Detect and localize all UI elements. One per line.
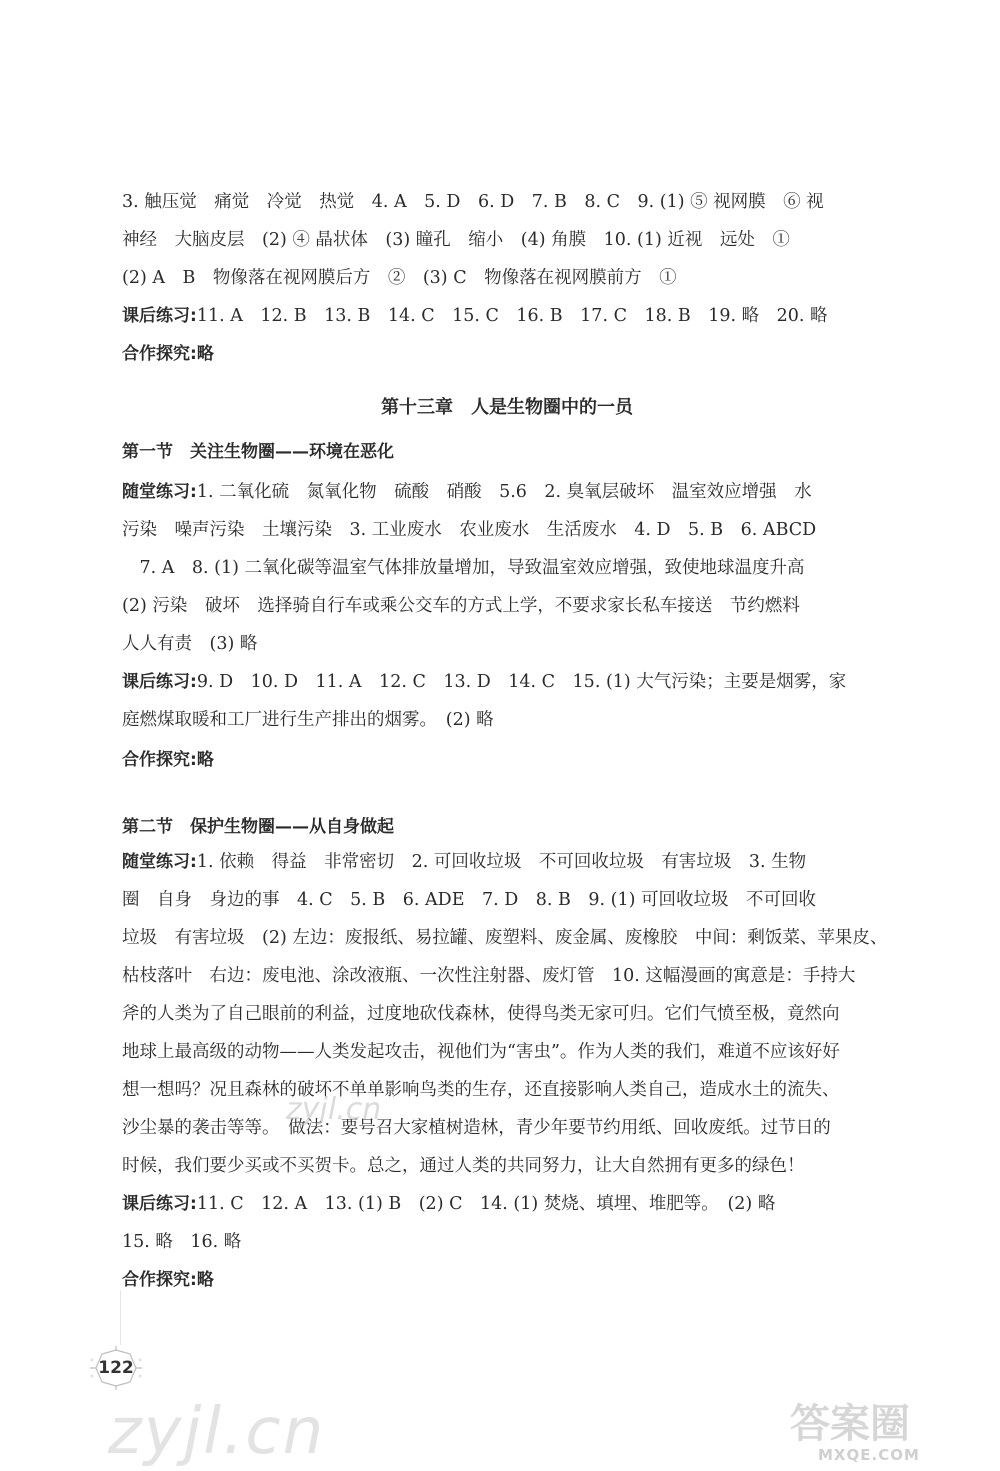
after-class-label: 课后练习: <box>122 672 197 692</box>
coop-row <box>122 748 892 772</box>
text-line: 垃圾 有害垃圾 (2) 左边：废报纸、易拉罐、废塑料、废金属、废橡胶 中间：剩饭菜、苹果皮、 <box>122 928 888 948</box>
page-number: 122 <box>98 1358 134 1378</box>
text-line: 7. A 8. (1) 二氧化碳等温室气体排放量增加，导致温室效应增强，致使地球温度升高 <box>122 558 805 578</box>
text-line: (2) A B 物像落在视网膜后方 ② (3) C 物像落在视网膜前方 ① <box>122 268 677 288</box>
watermark-left: zyjl.cn <box>108 1395 326 1469</box>
after-class-label: 课后练习: <box>122 306 197 326</box>
in-class-row <box>122 480 892 504</box>
after-class-label: 课后练习: <box>122 1194 197 1214</box>
coop-row <box>122 1268 892 1292</box>
chapter-title: 第十三章 人是生物圈中的一员 <box>381 397 633 418</box>
margin-line <box>120 1290 121 1345</box>
watermark-middle: zyjl.cn <box>286 1092 382 1127</box>
text-line: 神经 大脑皮层 (2) ④ 晶状体 (3) 瞳孔 缩小 (4) 角膜 10. (1) 近视 远处 ① <box>122 230 790 250</box>
section-title: 第一节 关注生物圈——环境在恶化 <box>122 442 394 462</box>
text-line: 地球上最高级的动物——人类发起攻击，视他们为“害虫”。作为人类的我们，难道不应该好好 <box>122 1042 840 1062</box>
text-line: 1. 依赖 得益 非常密切 2. 可回收垃圾 不可回收垃圾 有害垃圾 3. 生物 <box>196 852 807 872</box>
coop-row <box>122 342 892 366</box>
text-line: 9. D 10. D 11. A 12. C 13. D 14. C 15. (1) 大气污染；主要是烟雾，家 <box>196 672 847 692</box>
after-class-row <box>122 304 892 328</box>
coop-answer: 略 <box>196 344 214 364</box>
watermark-right-small: MXQE.COM <box>818 1446 920 1464</box>
text-line: 想一想吗？况且森林的破坏不单单影响鸟类的生存，还直接影响人类自己，造成水土的流失、 <box>122 1080 840 1100</box>
in-class-label: 随堂练习: <box>122 482 197 502</box>
text-line: 3. 触压觉 痛觉 冷觉 热觉 4. A 5. D 6. D 7. B 8. C 9. (1) ⑤ 视网膜 ⑥ 视 <box>122 192 824 212</box>
text-line: 枯枝落叶 右边：废电池、涂改液瓶、一次性注射器、废灯管 10. 这幅漫画的寓意是：手持大 <box>122 966 856 986</box>
text-line: 11. C 12. A 13. (1) B (2) C 14. (1) 焚烧、填埋、堆肥等。 (2) 略 <box>196 1194 776 1214</box>
after-class-row <box>122 670 892 694</box>
in-class-row <box>122 850 892 874</box>
coop-answer: 略 <box>196 750 214 770</box>
text-line: 15. 略 16. 略 <box>122 1232 242 1252</box>
text-line: 庭燃煤取暖和工厂进行生产排出的烟雾。 (2) 略 <box>122 710 494 730</box>
text-line: 斧的人类为了自己眼前的利益，过度地砍伐森林，使得鸟类无家可归。它们气愤至极，竟然向 <box>122 1004 840 1024</box>
text-line: 人人有责 (3) 略 <box>122 634 258 654</box>
section-title: 第二节 保护生物圈——从自身做起 <box>122 817 394 837</box>
coop-label: 合作探究: <box>122 344 197 364</box>
watermark-right-logo <box>790 1392 985 1467</box>
coop-label: 合作探究: <box>122 1270 197 1290</box>
text-line: 污染 噪声污染 土壤污染 3. 工业废水 农业废水 生活废水 4. D 5. B 6. ABCD <box>122 520 817 540</box>
coop-label: 合作探究: <box>122 750 197 770</box>
after-class-answers: 11. A 12. B 13. B 14. C 15. C 16. B 17. C 18. B 19. 略 20. 略 <box>196 306 828 326</box>
text-line: 沙尘暴的袭击等等。 做法：要号召大家植树造林，青少年要节约用纸、回收废纸。过节日的 <box>122 1118 831 1138</box>
text-line: 时候，我们要少买或不买贺卡。总之，通过人类的共同努力，让大自然拥有更多的绿色！ <box>122 1156 805 1176</box>
text-line: 1. 二氧化硫 氮氧化物 硫酸 硝酸 5.6 2. 臭氧层破坏 温室效应增强 水 <box>196 482 812 502</box>
page-number-badge <box>88 1346 144 1390</box>
in-class-label: 随堂练习: <box>122 852 197 872</box>
watermark-right-big: 答案圈 <box>790 1401 910 1447</box>
after-class-row <box>122 1192 892 1216</box>
text-line: 圈 自身 身边的事 4. C 5. B 6. ADE 7. D 8. B 9. (1) 可回收垃圾 不可回收 <box>122 890 816 910</box>
text-line: (2) 污染 破坏 选择骑自行车或乘公交车的方式上学，不要求家长私车接送 节约燃料 <box>122 596 800 616</box>
coop-answer: 略 <box>196 1270 214 1290</box>
